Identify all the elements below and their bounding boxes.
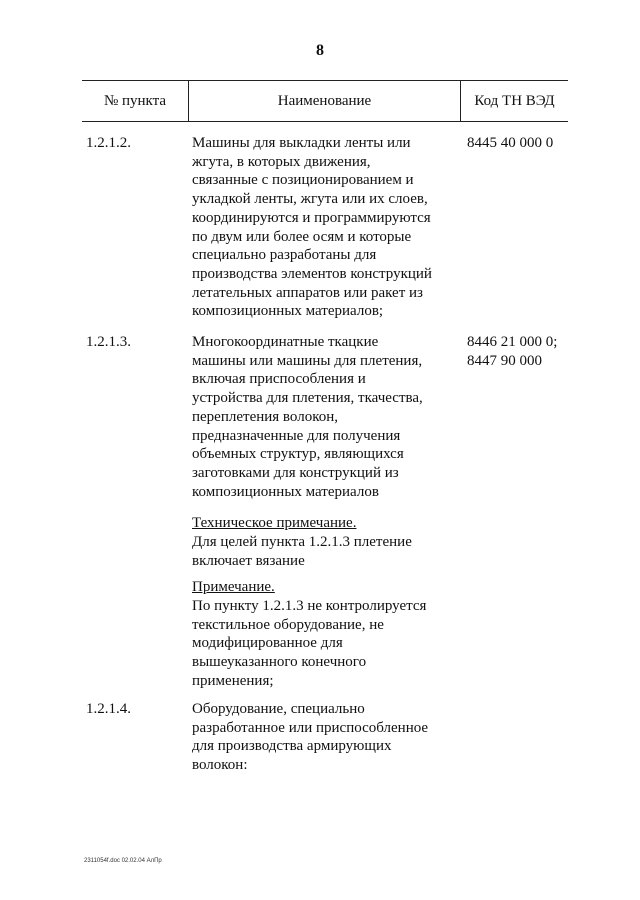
page-number: 8 xyxy=(316,42,324,59)
entry-number: 1.2.1.2. xyxy=(86,135,131,151)
entry-name: Машины для выкладки ленты или жгута, в которых движения, связанные с позиционированием и укладкой ленты, жгута или их слоев, координируются и программируются по двум или более осям и которые специально разработаны для производства элементов конструкций летательных аппаратов или ракет из композиционных материалов; xyxy=(192,135,432,320)
header-code-column: Код ТН ВЭД xyxy=(474,93,555,109)
technical-note-text: Для целей пункта 1.2.1.3 плетение включает вязание xyxy=(192,534,412,569)
entry-code: 8445 40 000 0 xyxy=(467,135,554,151)
header-number-column: № пункта xyxy=(103,93,167,109)
entry-number: 1.2.1.3. xyxy=(86,334,131,350)
entry-code: 8446 21 000 0; 8447 90 000 xyxy=(467,334,558,369)
entry-name: Многокоординатные ткацкие машины или машины для плетения, включая приспособления и устройства для плетения, ткачества, переплетения волокон, предназначенные для получения объемных структур, являющихся заготовками для конструкций из композиционных материалов xyxy=(192,334,423,500)
note-title: Примечание. xyxy=(192,579,275,595)
note-text: По пункту 1.2.1.3 не контролируется текстильное оборудование, не модифицированное для вышеуказанного конечного применения; xyxy=(192,598,427,689)
technical-note-title: Техническое примечание. xyxy=(192,515,357,531)
entry-number: 1.2.1.4. xyxy=(86,701,131,717)
table-header xyxy=(82,80,568,122)
footer-file-info: 2311054f.doc 02.02.04 АлПр xyxy=(84,858,162,864)
entry-name: Оборудование, специально разработанное или приспособленное для производства армирующих волокон: xyxy=(192,701,429,774)
header-name-column: Наименование xyxy=(277,93,372,109)
